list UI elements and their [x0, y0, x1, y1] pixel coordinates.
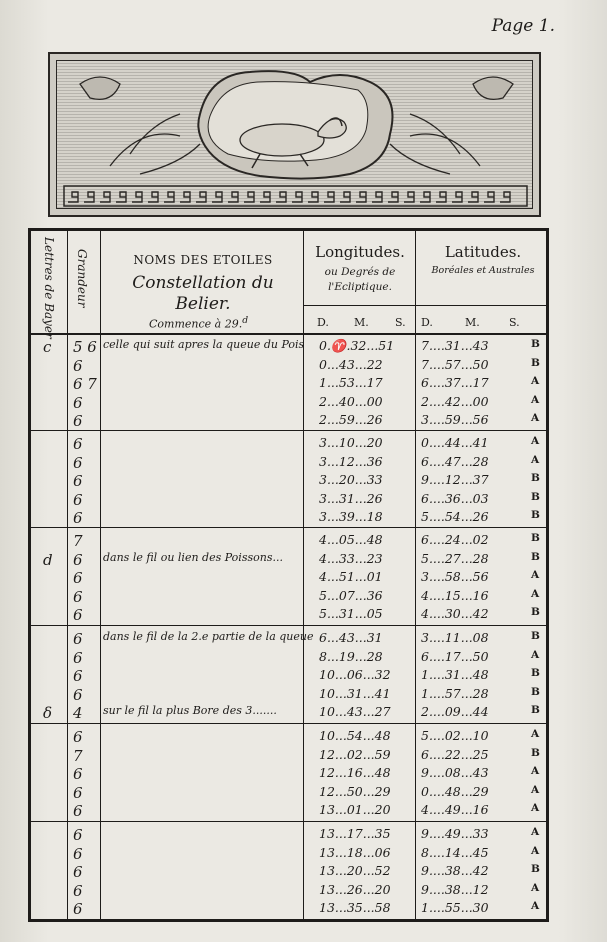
- hemisphere-flag: A: [531, 728, 540, 740]
- hemisphere-flag: B: [531, 338, 540, 350]
- latitude-value: 5....27...28: [421, 550, 489, 566]
- longitude-value: 4...05...48: [319, 532, 383, 547]
- magnitude: 6: [73, 685, 83, 704]
- latitude-value: 2....09...44: [421, 704, 489, 719]
- magnitude: 6: [73, 900, 83, 918]
- latitude-value: 8....14...45: [421, 844, 489, 860]
- magnitude: 6: [73, 435, 83, 453]
- magnitude: 6: [73, 490, 83, 509]
- magnitude: 6: [73, 826, 83, 844]
- hemisphere-flag: A: [531, 375, 540, 387]
- latitude-value: 9....38...12: [421, 881, 489, 897]
- bayer-letter: c: [43, 338, 52, 356]
- group-rule: [31, 527, 546, 528]
- latitude-value: 6....36...03: [421, 490, 489, 506]
- header-commence: Commence à 29.$^d$: [149, 315, 249, 331]
- magnitude: 6: [73, 606, 83, 624]
- latitude-value: 2....42...00: [421, 393, 489, 409]
- longitude-value: 3...20...33: [319, 472, 383, 487]
- hemisphere-flag: B: [531, 685, 540, 698]
- header-grandeur: Grandeur: [75, 249, 89, 308]
- latitude-value: 6....24...02: [421, 532, 489, 547]
- hemisphere-flag: B: [531, 606, 540, 618]
- header-latitudes-sub: Boréales et Australes: [431, 265, 535, 276]
- star-catalogue-table: [28, 228, 549, 922]
- latitude-value: 3....59...56: [421, 412, 489, 427]
- longitude-value: 0...43...22: [319, 356, 383, 372]
- hemisphere-flag: B: [531, 630, 540, 642]
- latitude-value: 9....38...42: [421, 863, 489, 878]
- header-longitudes-sub: ou Degrés de l'Ecliptique.: [324, 266, 396, 293]
- header-star-names: NOMS DES ETOILES: [133, 253, 273, 267]
- magnitude: 6: [73, 765, 83, 783]
- longitude-value: 8...19...28: [319, 648, 383, 664]
- magnitude: 7: [73, 532, 83, 550]
- hemisphere-flag: B: [531, 472, 540, 484]
- hemisphere-flag: A: [531, 569, 540, 581]
- magnitude: 6: [73, 667, 83, 685]
- longitude-value: 13...20...52: [319, 863, 391, 878]
- magnitude: 6: [73, 728, 83, 746]
- hemisphere-flag: B: [531, 532, 540, 544]
- magnitude: 6: [73, 393, 83, 412]
- longitude-value: 13...01...20: [319, 802, 391, 817]
- magnitude: 6: [73, 802, 83, 820]
- hemisphere-flag: A: [531, 826, 540, 838]
- longitude-value: 4...33...23: [319, 550, 383, 566]
- longitude-value: 1...53...17: [319, 375, 383, 390]
- latitude-value: 5....02...10: [421, 728, 489, 743]
- hemisphere-flag: A: [531, 765, 540, 777]
- header-longitudes: Longitudes.: [315, 243, 405, 261]
- magnitude: 6: [73, 630, 83, 648]
- longitude-value: 10...54...48: [319, 728, 391, 743]
- latitude-value: 1....31...48: [421, 667, 489, 682]
- magnitude: 6: [73, 844, 83, 863]
- longitude-value: 13...35...58: [319, 900, 391, 915]
- latitude-value: 4....49...16: [421, 802, 489, 817]
- latitude-value: 4....15...16: [421, 587, 489, 603]
- bayer-letter: δ: [43, 704, 53, 722]
- hemisphere-flag: A: [531, 844, 540, 857]
- page-number: Page 1.: [491, 16, 555, 36]
- longitude-value: 13...18...06: [319, 844, 391, 860]
- latitude-value: 5....54...26: [421, 509, 489, 524]
- hemisphere-flag: A: [531, 453, 540, 466]
- hemisphere-flag: B: [531, 490, 540, 503]
- hemisphere-flag: B: [531, 863, 540, 875]
- latitude-value: 6....37...17: [421, 375, 489, 390]
- subheader-divider: [303, 305, 546, 306]
- header-bayer-letters: Lettres de Bayer: [42, 237, 56, 339]
- longitude-value: 10...31...41: [319, 685, 391, 701]
- hemisphere-flag: A: [531, 783, 540, 796]
- magnitude: 6: [73, 569, 83, 587]
- star-name: sur le fil la plus Bore des 3.......: [103, 704, 277, 717]
- hemisphere-flag: B: [531, 667, 540, 679]
- magnitude: 6: [73, 863, 83, 881]
- hemisphere-flag: A: [531, 648, 540, 661]
- magnitude: 6 7: [73, 375, 97, 393]
- hemisphere-flag: A: [531, 587, 540, 600]
- latitude-value: 9....49...33: [421, 826, 489, 841]
- latitude-value: 9....08...43: [421, 765, 489, 780]
- latitude-value: 3....11...08: [421, 630, 489, 645]
- latitude-value: 7....57...50: [421, 356, 489, 372]
- hemisphere-flag: A: [531, 393, 540, 406]
- latitude-value: 1....55...30: [421, 900, 489, 915]
- longitude-value: 2...40...00: [319, 393, 383, 409]
- magnitude: 6: [73, 509, 83, 527]
- longitude-value: 2...59...26: [319, 412, 383, 427]
- lon-minutes-label: M.: [354, 316, 369, 329]
- latitude-value: 1....57...28: [421, 685, 489, 701]
- longitude-value: 6...43...31: [319, 630, 383, 645]
- longitude-value: 10...43...27: [319, 704, 391, 719]
- magnitude: 5 6: [73, 338, 97, 356]
- magnitude: 6: [73, 648, 83, 667]
- latitude-value: 7....31...43: [421, 338, 489, 353]
- longitude-value: 3...39...18: [319, 509, 383, 524]
- latitude-value: 4....30...42: [421, 606, 489, 621]
- hemisphere-flag: A: [531, 412, 540, 424]
- latitude-value: 0....44...41: [421, 435, 489, 450]
- lon-degrees-label: D.: [317, 316, 329, 329]
- latitude-value: 9....12...37: [421, 472, 489, 487]
- magnitude: 6: [73, 783, 83, 802]
- magnitude: 4: [73, 704, 83, 722]
- ram-illustration: [50, 54, 543, 219]
- latitude-value: 6....22...25: [421, 746, 489, 762]
- hemisphere-flag: B: [531, 550, 540, 563]
- magnitude: 6: [73, 550, 83, 569]
- lat-seconds-label: S.: [509, 316, 520, 329]
- longitude-value: 0.♈.32...51: [319, 338, 395, 353]
- group-rule: [31, 625, 546, 626]
- longitude-value: 10...06...32: [319, 667, 391, 682]
- hemisphere-flag: B: [531, 356, 540, 369]
- longitude-value: 5...31...05: [319, 606, 383, 621]
- magnitude: 6: [73, 453, 83, 472]
- star-name: dans le fil ou lien des Poissons...: [103, 550, 283, 564]
- hemisphere-flag: A: [531, 802, 540, 814]
- longitude-value: 3...10...20: [319, 435, 383, 450]
- longitude-value: 3...12...36: [319, 453, 383, 469]
- group-rule: [31, 723, 546, 724]
- lat-degrees-label: D.: [421, 316, 433, 329]
- hemisphere-flag: A: [531, 900, 540, 912]
- magnitude: 6: [73, 412, 83, 430]
- latitude-value: 3....58...56: [421, 569, 489, 584]
- magnitude: 6: [73, 881, 83, 900]
- star-name: dans le fil de la 2.e partie de la queue: [103, 630, 314, 643]
- lat-minutes-label: M.: [465, 316, 480, 329]
- hemisphere-flag: A: [531, 435, 540, 447]
- header-rule: [31, 333, 546, 335]
- star-name: celle qui suit apres la queue du Pois: [103, 338, 305, 351]
- ram-engraving-vignette: [48, 52, 541, 217]
- hemisphere-flag: B: [531, 746, 540, 759]
- longitude-value: 3...31...26: [319, 490, 383, 506]
- bayer-letter: d: [43, 550, 53, 569]
- longitude-value: 13...17...35: [319, 826, 391, 841]
- longitude-value: 13...26...20: [319, 881, 391, 897]
- longitude-value: 12...02...59: [319, 746, 391, 762]
- group-rule: [31, 430, 546, 431]
- latitude-value: 0....48...29: [421, 783, 489, 799]
- hemisphere-flag: A: [531, 881, 540, 894]
- header-latitudes: Latitudes.: [444, 243, 522, 261]
- hemisphere-flag: B: [531, 704, 540, 716]
- latitude-value: 6....17...50: [421, 648, 489, 664]
- latitude-value: 6....47...28: [421, 453, 489, 469]
- magnitude: 6: [73, 472, 83, 490]
- longitude-value: 12...16...48: [319, 765, 391, 780]
- magnitude: 6: [73, 356, 83, 375]
- lon-seconds-label: S.: [395, 316, 406, 329]
- group-rule: [31, 821, 546, 822]
- longitude-value: 4...51...01: [319, 569, 383, 584]
- magnitude: 6: [73, 587, 83, 606]
- longitude-value: 5...07...36: [319, 587, 383, 603]
- hemisphere-flag: B: [531, 509, 540, 521]
- header-constellation: Constellation du Belier.: [132, 273, 274, 314]
- magnitude: 7: [73, 746, 83, 765]
- longitude-value: 12...50...29: [319, 783, 391, 799]
